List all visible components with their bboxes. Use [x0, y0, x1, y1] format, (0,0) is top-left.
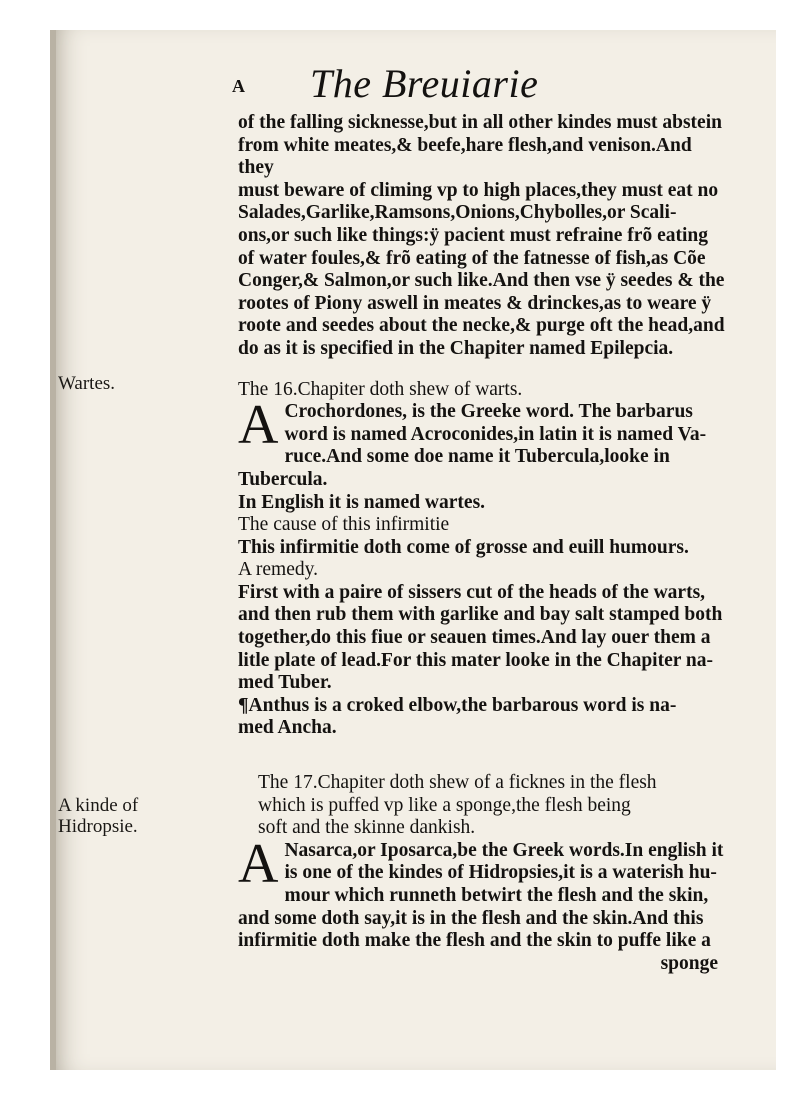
- cause-heading: The cause of this infirmitie: [238, 514, 450, 536]
- running-title: The Breuiarie: [310, 61, 539, 106]
- remedy-heading: A remedy.: [238, 559, 318, 581]
- signature-mark: A: [232, 76, 245, 96]
- page-header: [200, 58, 740, 108]
- remedy-text: First with a paire of sissers cut of the heads of the warts, and then rub them with garlike and bay salt stamped both together,do this fiue or seauen times.And lay ouer them a litle plate of lead.For this mater looke in the Chapiter na- med Tuber.: [238, 581, 723, 694]
- chapter-16-text: Crochordones, is the Greeke word. The barbarus word is named Acroconides,in latin it is named Va- ruce.And some doe name it Tubercula,looke in Tubercula. In English it is named wartes.: [238, 401, 707, 513]
- margin-note-wartes: Wartes.: [58, 373, 116, 394]
- drop-initial: A: [238, 394, 279, 457]
- paragraph-falling-sickness: of the falling sicknesse,but in all other kindes must abstein from white meates,& beefe,hare flesh,and venison.And they must beware of climing vp to high places,they must eat no Salades,Garlike,Ramsons,Onions,Chybolles,or Scali- ons,or such like things:ÿ pacient must refraine frõ eating of water foules,& frõ eating of the fatnesse of fish,as Cõe Conger,& Salmon,or such like.And then vse ÿ seedes & the rootes of Piony aswell in meates & drinckes,as to weare ÿ roote and seedes about the necke,& purge oft the head,and do as it is specified in the Chapiter named Epilepcia.: [238, 112, 725, 359]
- anthus-text: ¶Anthus is a croked elbow,the barbarous word is na- med Ancha.: [238, 694, 677, 739]
- margin-note-kinde-line2: Hidropsie.: [58, 816, 138, 837]
- text-column: [238, 112, 728, 975]
- chapter-17-body: [238, 832, 728, 953]
- catchword: sponge: [660, 952, 718, 974]
- chapter-17-heading: The 17.Chapiter doth shew of a ficknes in the flesh which is puffed vp like a sponge,the flesh being soft and the skinne dankish.: [258, 772, 657, 839]
- chapter-17-text: Nasarca,or Iposarca,be the Greek words.In english it is one of the kindes of Hidropsies,it is a waterish hu- mour which runneth betwirt the flesh and the skin, and some doth say,it is in the flesh and the skin.And this infirmitie doth make the flesh and the skin to puffe like a: [238, 839, 724, 952]
- cause-text: This infirmitie doth come of grosse and euill humours.: [238, 536, 689, 558]
- margin-note-kinde-line1: A kinde of: [58, 795, 139, 816]
- drop-initial: A: [238, 832, 279, 895]
- chapter-16-body: [238, 394, 728, 514]
- chapter-16-heading: The 16.Chapiter doth shew of warts.: [238, 378, 523, 400]
- margin-note-kinde: [58, 795, 138, 837]
